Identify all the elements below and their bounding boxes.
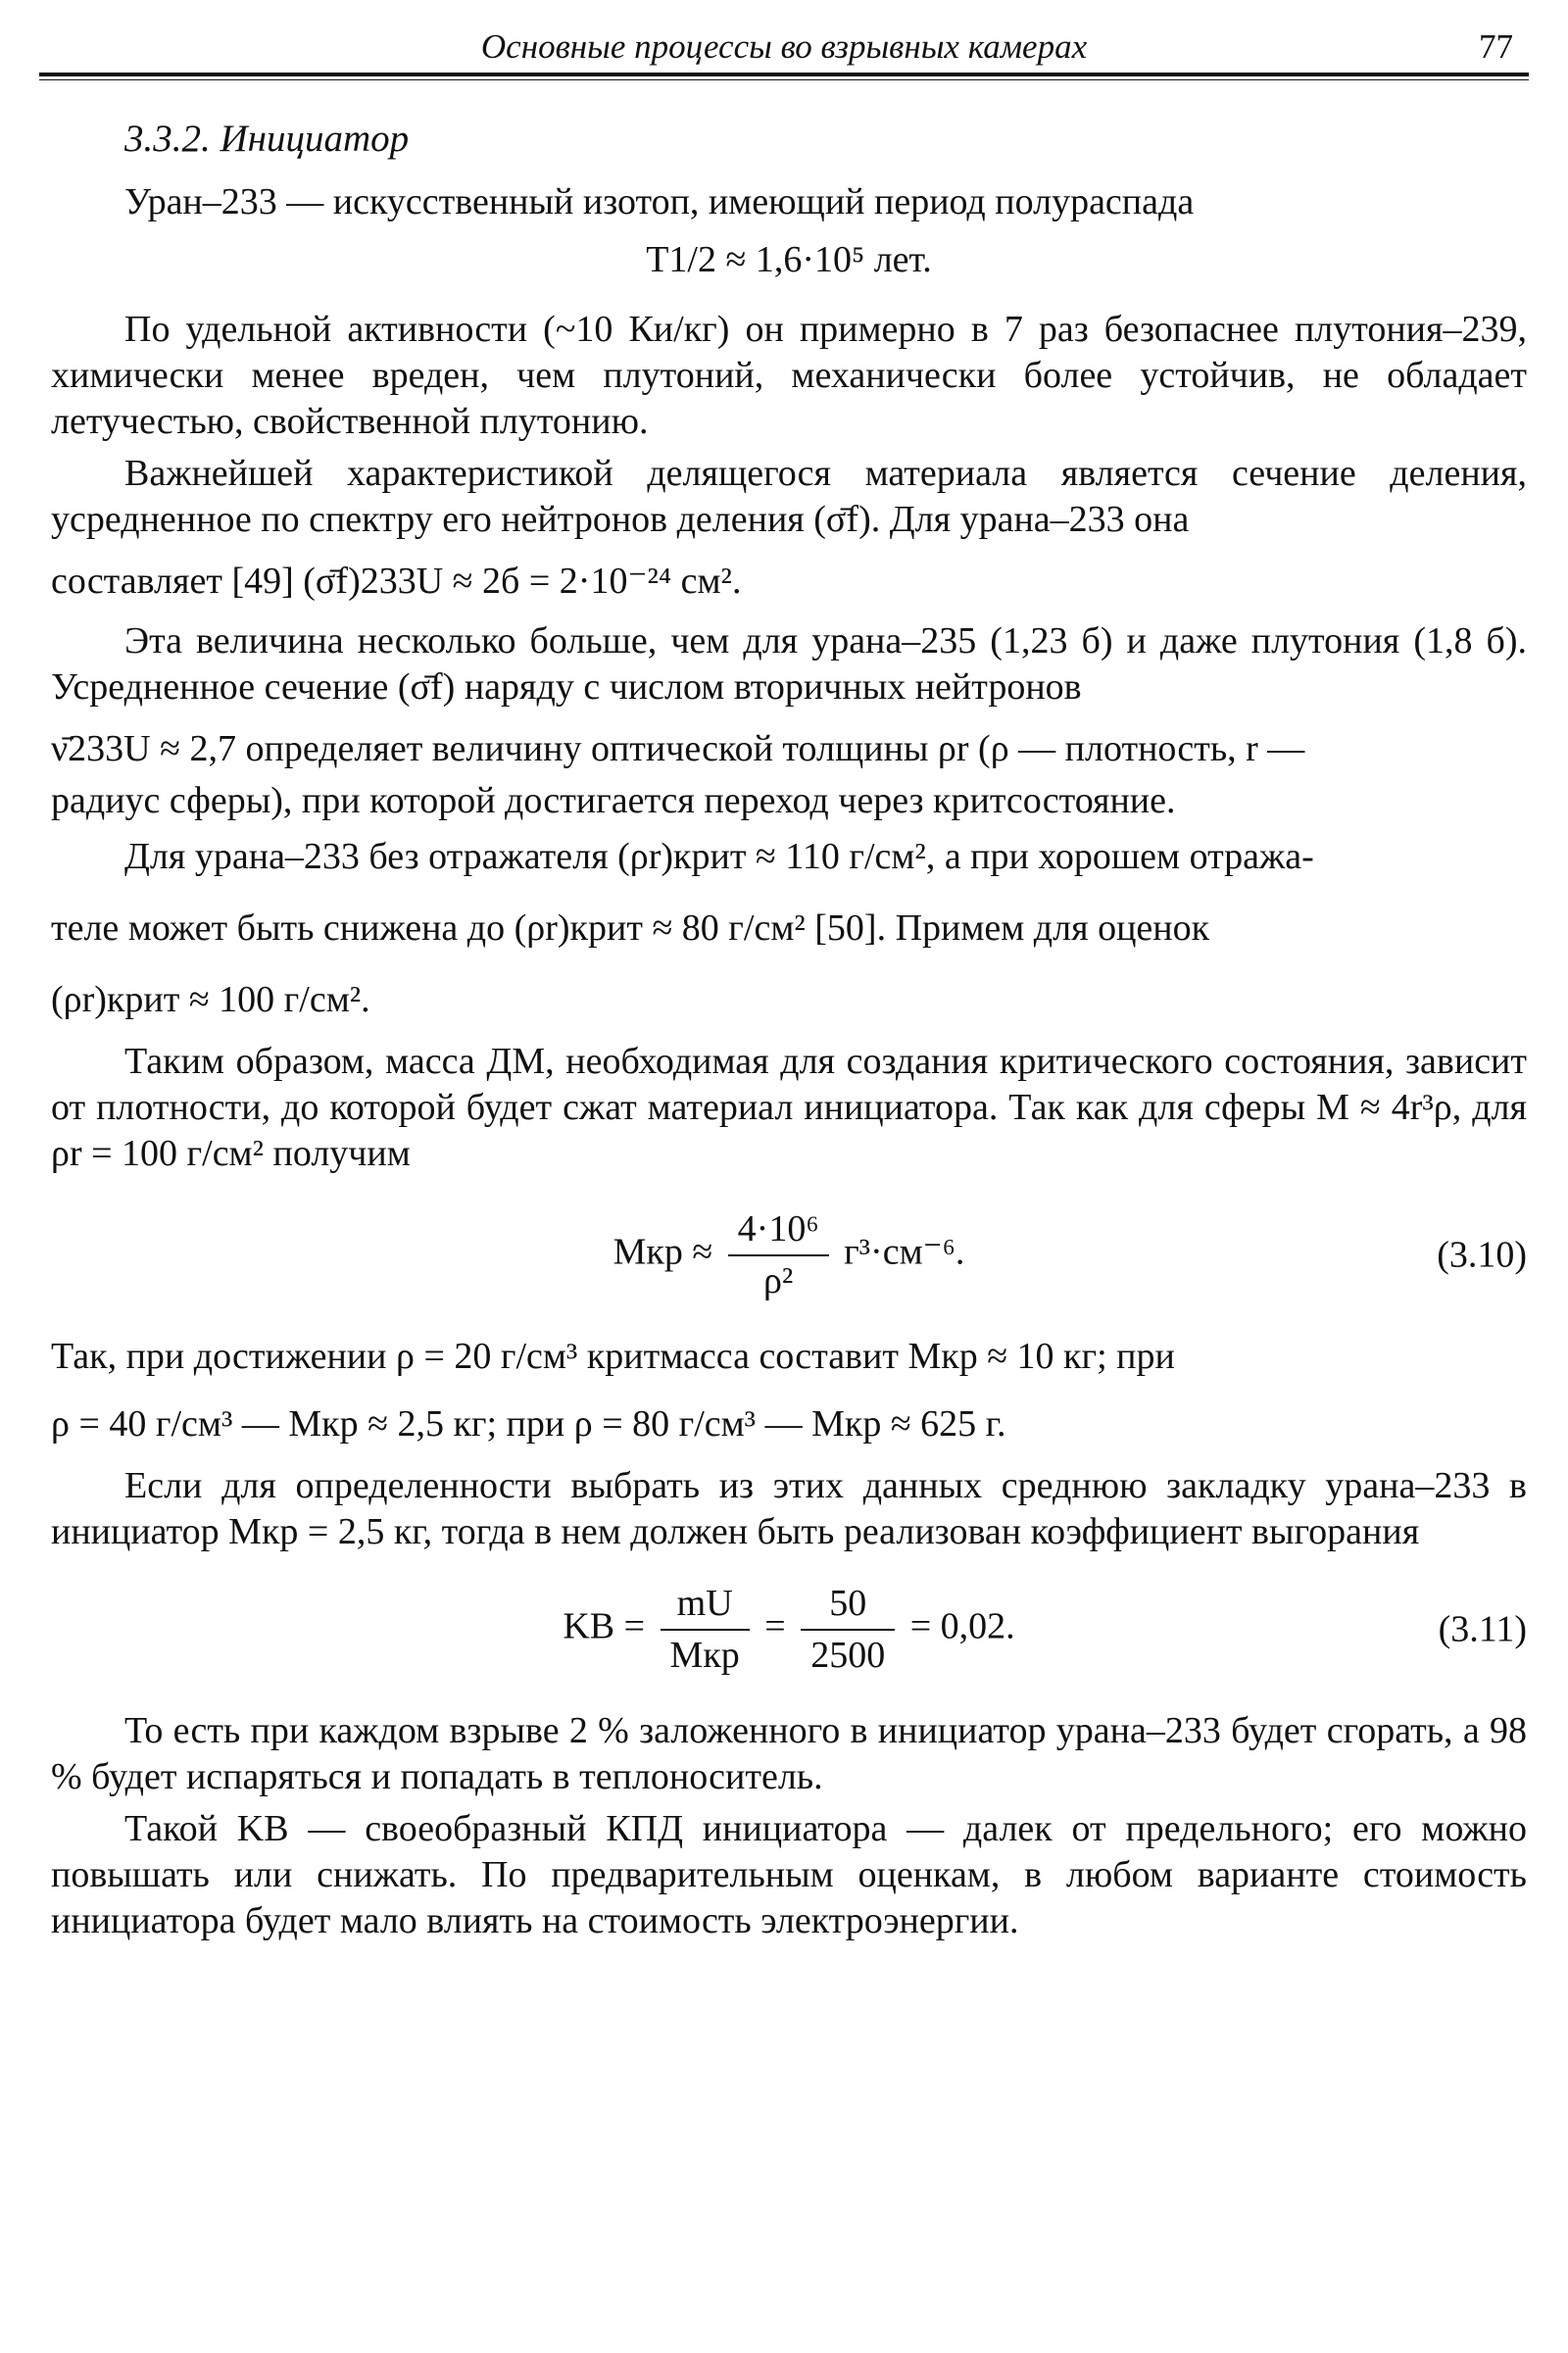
formula-3-10-denominator: ρ² — [762, 1260, 794, 1301]
formula-3-11-left: KB = — [563, 1605, 646, 1647]
running-title: Основные процессы во взрывных камерах — [480, 27, 1088, 66]
paragraph-3a: Важнейшей характеристикой делящегося материала является сечение деления, усредненное по спектру его нейтронов деления (σ̄f). Для урана–233 она — [51, 453, 1527, 540]
page-number: 77 — [1479, 27, 1513, 66]
paragraph-1: Уран–233 — искусственный изотоп, имеющий период полураспада — [124, 181, 1195, 222]
formula-3-11-numerator-2: 50 — [801, 1581, 895, 1631]
paragraph-5c: (ρr)крит ≈ 100 г/см². — [51, 979, 370, 1020]
formula-3-11 — [51, 1581, 1527, 1679]
paragraph-5a: Для урана–233 без отражателя (ρr)крит ≈ 110 г/см², а при хорошем отража- — [124, 836, 1314, 877]
running-header — [39, 20, 1529, 74]
paragraph-5b: теле может быть снижена до (ρr)крит ≈ 80 г/см² [50]. Примем для оценок — [51, 907, 1210, 949]
paragraph-2: По удельной активности (~10 Ки/кг) он примерно в 7 раз безопаснее плутония–239, химически менее вреден, чем плутоний, механически более устойчив, не обладает летучестью, свойственной плутонию. — [51, 309, 1527, 442]
formula-3-11-equals: = — [764, 1605, 786, 1647]
formula-half-life: T1/2 ≈ 1,6·10⁵ лет. — [646, 239, 932, 280]
paragraph-9: То есть при каждом взрыве 2 % заложенного в инициатор урана–233 будет сгорать, а 98 % будет испаряться и попадать в теплоноситель. — [51, 1710, 1527, 1797]
header-rule-thin — [39, 79, 1529, 80]
paragraph-6: Таким образом, масса ДМ, необходимая для создания критического состояния, зависит от плотности, до которой будет сжат материал инициатора. Так как для сферы M ≈ 4r³ρ, для ρr = 100 г/см² получим — [51, 1041, 1527, 1174]
paragraph-3b: составляет [49] (σ̄f)233U ≈ 2б = 2·10⁻²⁴ см². — [51, 561, 742, 602]
formula-3-10-numerator: 4·10⁶ — [728, 1206, 829, 1256]
paragraph-10: Такой KB — своеобразный КПД инициатора — далек от предельного; его можно повышать или снижать. По предварительным оценкам, в любом варианте стоимость инициатора будет мало влиять на стоимость электроэнергии. — [51, 1808, 1527, 1941]
formula-3-10-right: г³·см⁻⁶. — [844, 1231, 965, 1273]
formula-3-10 — [51, 1206, 1527, 1304]
page-content — [51, 116, 1527, 1950]
paragraph-4c: радиус сферы), при которой достигается переход через критсостояние. — [51, 780, 1176, 821]
header-rule — [39, 73, 1529, 76]
formula-3-11-numerator-1: mU — [661, 1581, 750, 1631]
formula-3-10-fraction — [728, 1206, 829, 1304]
paragraph-7a: Так, при достижении ρ = 20 г/см³ критмасса составит Mкр ≈ 10 кг; при — [51, 1336, 1175, 1377]
paragraph-4b: ν̄233U ≈ 2,7 определяет величину оптической толщины ρr (ρ — плотность, r — — [51, 728, 1305, 769]
subsection-title: 3.3.2. Инициатор — [124, 118, 410, 160]
formula-3-11-denominator-1: Mкр — [669, 1635, 740, 1676]
paragraph-4a: Эта величина несколько больше, чем для урана–235 (1,23 б) и даже плутония (1,8 б). Усредненное сечение (σ̄f) наряду с числом вторичных нейтронов — [51, 620, 1527, 708]
formula-3-10-left: Mкр ≈ — [612, 1231, 713, 1273]
paragraph-8: Если для определенности выбрать из этих данных среднюю закладку урана–233 в инициатор Mкр = 2,5 кг, тогда в нем должен быть реализован коэффициент выгорания — [51, 1465, 1527, 1552]
paragraph-7b: ρ = 40 г/см³ — Mкр ≈ 2,5 кг; при ρ = 80 г/см³ — Mкр ≈ 625 г. — [51, 1403, 1006, 1445]
equation-number-3-10: (3.10) — [1437, 1234, 1527, 1276]
equation-number-3-11: (3.11) — [1438, 1608, 1527, 1650]
formula-3-11-denominator-2: 2500 — [810, 1635, 886, 1676]
formula-3-11-right: = 0,02. — [909, 1605, 1015, 1647]
formula-3-11-fraction-2 — [801, 1581, 895, 1679]
formula-3-11-fraction-1 — [661, 1581, 750, 1679]
